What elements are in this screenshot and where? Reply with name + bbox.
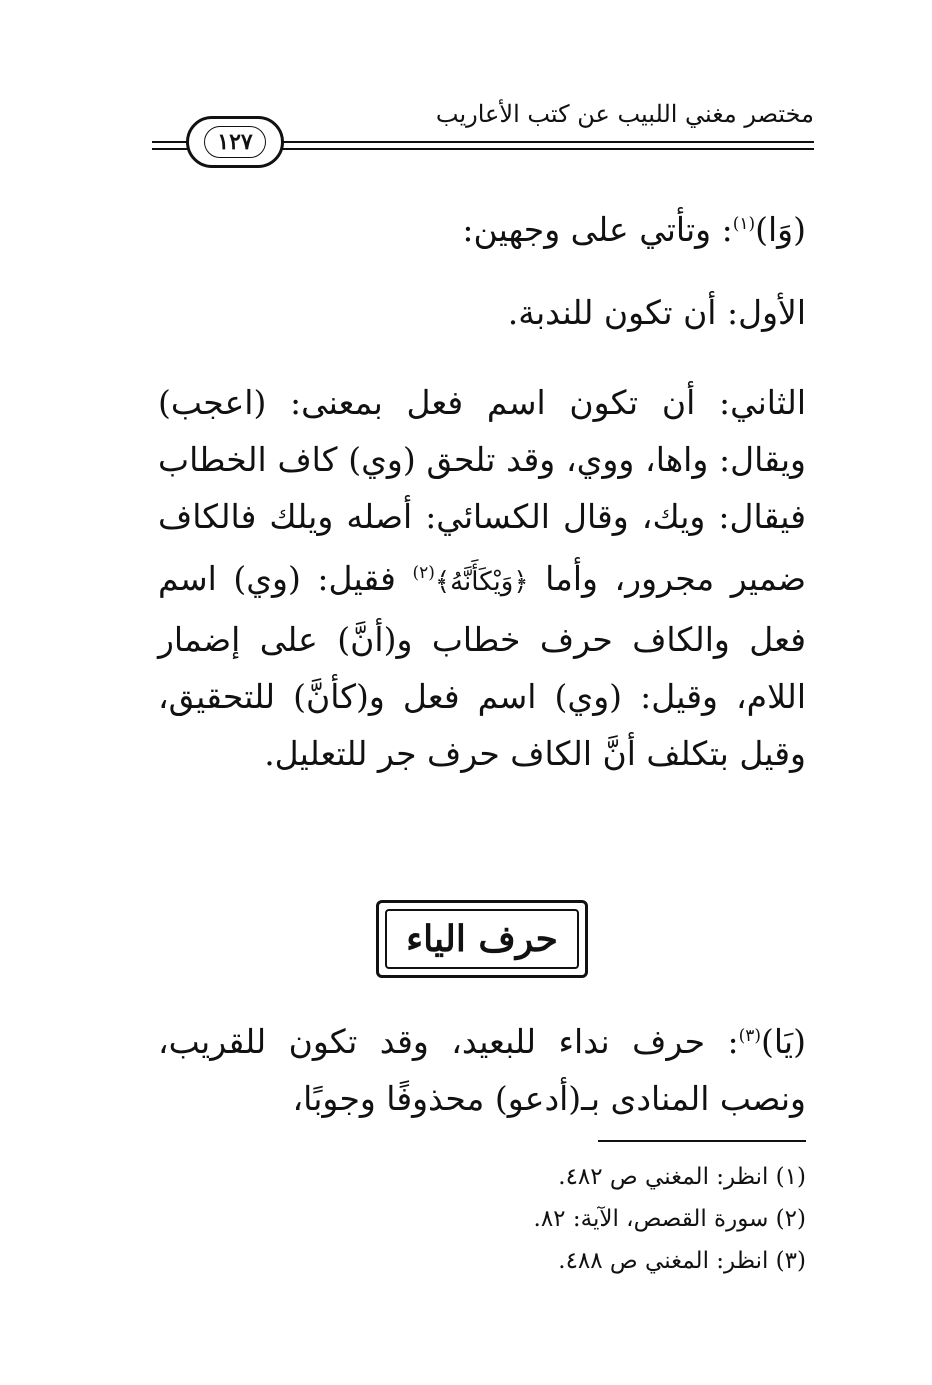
second-meaning-text-1: الثاني: أن تكون اسم فعل بمعنى: (اعجب) ويقال: واها، ووي، وقد تلحق (وي) كاف الخطاب فيقال: ويك، وقال الكسائي: أصله ويلك فالكاف ضمير مجرور، وأما (158, 383, 806, 598)
running-title: مختصر مغني اللبيب عن كتب الأعاريب (435, 100, 814, 128)
paragraph-first-meaning: الأول: أن تكون للندبة. (507, 293, 806, 332)
footnote-ref-3: (٣) (738, 1026, 761, 1046)
entry-head-wa: (وَا) (755, 210, 806, 249)
footnote-2: (٢) سورة القصص، الآية: ٨٢. (533, 1206, 806, 1232)
page-number: ١٢٧ (204, 126, 265, 158)
footnote-separator (598, 1140, 806, 1142)
quran-quote: ﴿وَيْكَأَنَّهُ﴾ (434, 567, 529, 597)
section-heading: حرف الياء (406, 918, 558, 960)
footnote-3: (٣) انظر: المغني ص ٤٨٨. (558, 1248, 806, 1274)
entry-text-ya: : حرف نداء للبعيد، وقد تكون للقريب، ونصب المنادى بـ(أدعو) محذوفًا وجوبًا، (158, 1022, 806, 1118)
paragraph-ya (158, 1008, 806, 1127)
entry-text-wa: : وتأتي على وجهين: (462, 210, 733, 249)
second-meaning-text-2: فقيل: (وي) اسم فعل والكاف حرف خطاب و(أنَّ) على إضمار اللام، وقيل: (وي) اسم فعل و(كأنَّ) للتحقيق، وقيل بتكلف أنَّ الكاف حرف جر للتعليل. (158, 559, 806, 773)
page-number-badge (186, 116, 284, 168)
footnote-1: (١) انظر: المغني ص ٤٨٢. (558, 1164, 806, 1190)
paragraph-second-meaning (158, 374, 806, 782)
footnotes (306, 1156, 806, 1282)
paragraph-wa (158, 196, 806, 258)
entry-head-ya: (يَا) (761, 1022, 806, 1061)
footnote-ref-2: (٢) (412, 563, 435, 583)
footnote-ref-1: (١) (732, 214, 756, 234)
section-heading-box (376, 900, 588, 978)
